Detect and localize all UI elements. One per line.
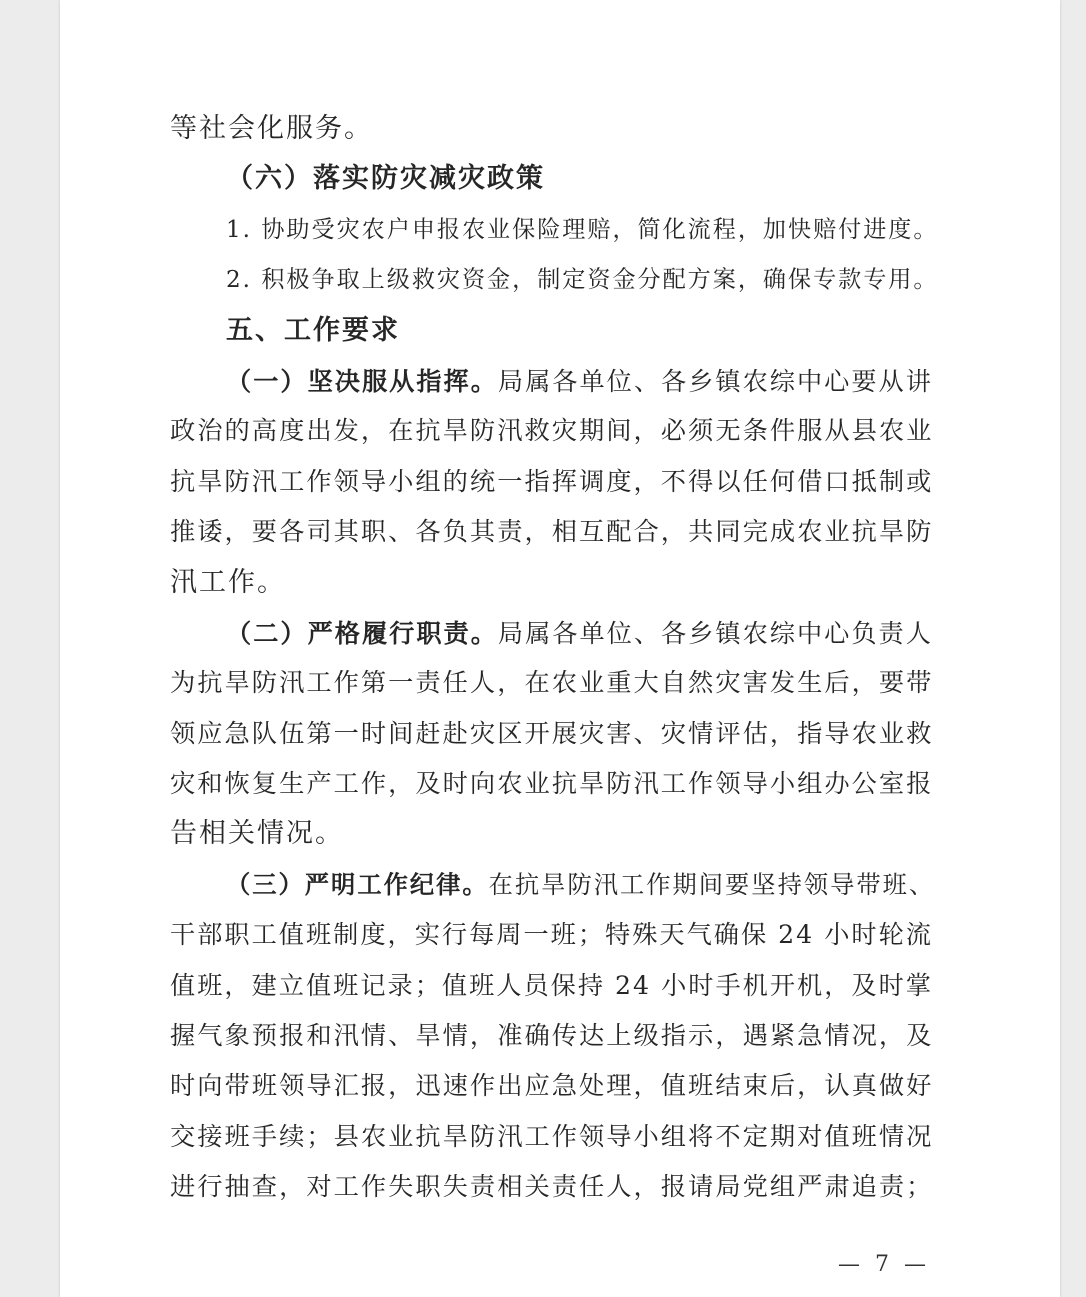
paragraph-line — [170, 356, 933, 406]
paragraph-line: 握气象预报和汛情、旱情，准确传达上级指示，遇紧急情况，及 — [170, 1021, 934, 1051]
paragraph-line: 进行抽查，对工作失职失责相关责任人，报请局党组严肃追责； — [170, 1172, 934, 1202]
paragraph-line — [170, 860, 936, 910]
paragraph-line: 汛工作。 — [170, 566, 286, 598]
paragraph-line: 时向带班领导汇报，迅速作出应急处理，值班结束后，认真做好 — [170, 1071, 934, 1101]
paragraph-lead: （三）严明工作纪律。 — [226, 869, 489, 899]
paragraph-line: 交接班手续；县农业抗旱防汛工作领导小组将不定期对值班情况 — [170, 1121, 934, 1151]
page-number: — 7 — — [838, 1252, 930, 1277]
paragraph-line: 告相关情况。 — [170, 818, 344, 850]
section-heading: （六）落实防灾减灾政策 — [226, 163, 545, 195]
paragraph-line: 抗旱防汛工作领导小组的统一指挥调度，不得以任何借口抵制或 — [170, 466, 934, 496]
paragraph-line: 干部职工值班制度，实行每周一班；特殊天气确保 24 小时轮流 — [170, 920, 933, 950]
paragraph-line: 领应急队伍第一时间赶赴灾区开展灾害、灾情评估，指导农业救 — [170, 718, 934, 748]
paragraph-line: 等社会化服务。 — [170, 113, 373, 144]
paragraph-line — [170, 608, 933, 658]
paragraph-text: 局属各单位、各乡镇农综中心负责人 — [497, 618, 933, 648]
paragraph-line: 灾和恢复生产工作，及时向农业抗旱防汛工作领导小组办公室报 — [170, 769, 934, 799]
document-page — [60, 0, 1060, 1297]
paragraph-text: 局属各单位、各乡镇农综中心要从讲 — [497, 366, 933, 396]
paragraph-lead: （二）严格履行职责。 — [226, 617, 498, 648]
section-heading: 五、工作要求 — [226, 314, 400, 346]
list-item: 1. 协助受灾农户申报农业保险理赔，简化流程，加快赔付进度。 — [226, 216, 939, 243]
paragraph-text: 在抗旱防汛工作期间要坚持领导带班、 — [488, 869, 936, 899]
paragraph-line: 值班，建立值班记录；值班人员保持 24 小时手机开机，及时掌 — [170, 970, 933, 1000]
list-item: 2. 积极争取上级救灾资金，制定资金分配方案，确保专款专用。 — [226, 267, 939, 294]
document-body — [170, 104, 939, 1213]
paragraph-line: 政治的高度出发，在抗旱防汛救灾期间，必须无条件服从县农业 — [170, 416, 934, 446]
paragraph-lead: （一）坚决服从指挥。 — [226, 365, 498, 396]
paragraph-line: 推诿，要各司其职、各负其责，相互配合，共同完成农业抗旱防 — [170, 517, 934, 547]
paragraph-line: 为抗旱防汛工作第一责任人，在农业重大自然灾害发生后，要带 — [170, 668, 934, 698]
